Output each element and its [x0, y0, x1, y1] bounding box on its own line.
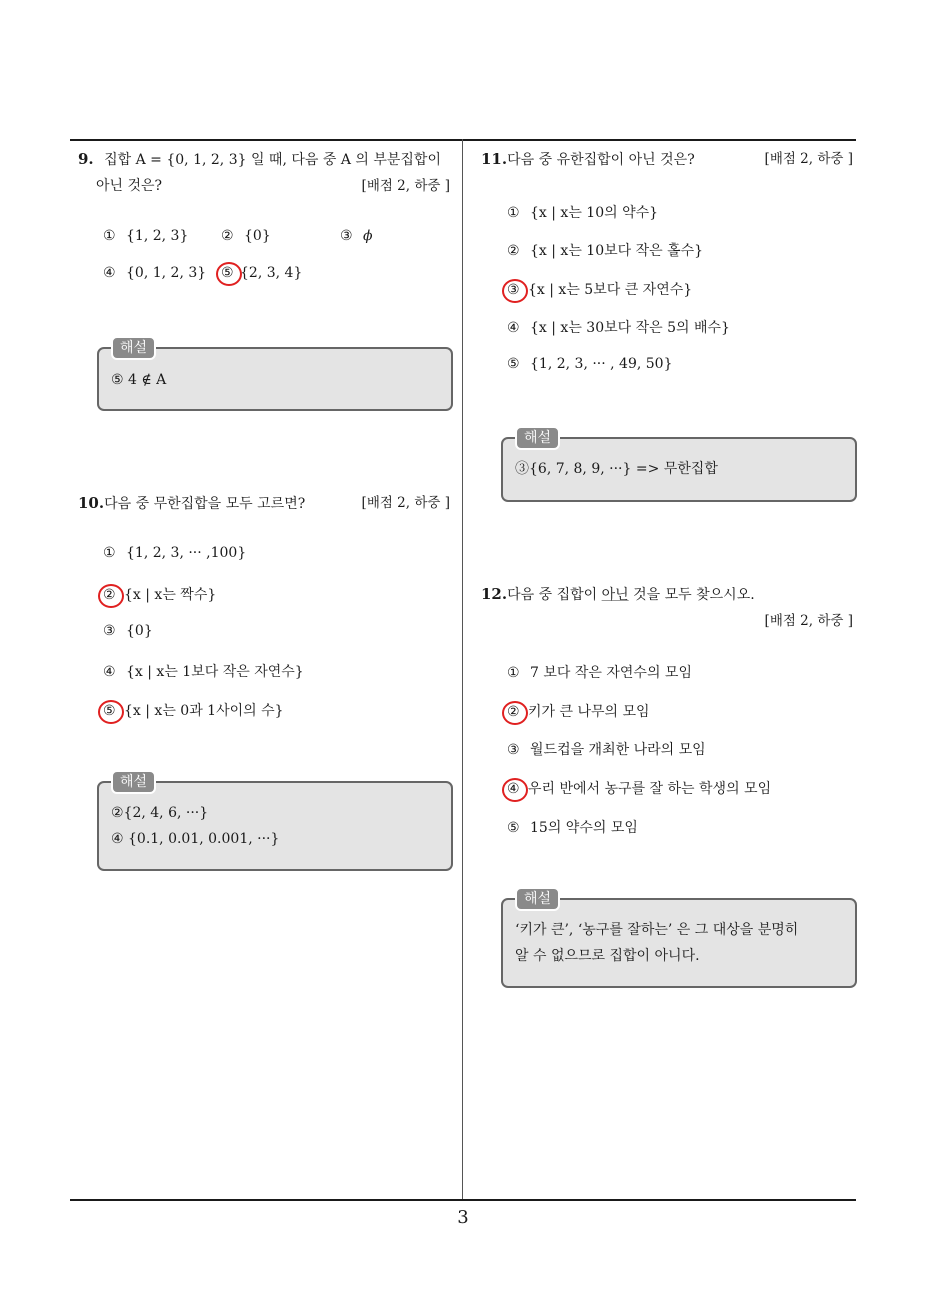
option-text: {2, 3, 4} — [240, 265, 303, 281]
option-mark: ④ — [103, 664, 116, 680]
option-1[interactable] — [507, 662, 692, 682]
solution-line: ‘키가 큰’, ‘농구를 잘하는’ 은 그 대상을 분명히 — [515, 922, 799, 938]
option-mark: ① — [103, 545, 116, 561]
option-2[interactable] — [507, 701, 650, 721]
question-12-line2 — [481, 608, 853, 634]
question-text: 다음 중 집합이 — [507, 587, 602, 603]
option-mark: ① — [507, 205, 520, 221]
option-text: 월드컵을 개최한 나라의 모임 — [530, 742, 706, 758]
question-12-line1 — [481, 581, 853, 608]
option-text: 15의 약수의 모임 — [530, 820, 638, 836]
question-number: 10. — [78, 494, 105, 512]
option-3[interactable] — [103, 623, 153, 639]
option-text: 키가 큰 나무의 모임 — [528, 704, 650, 720]
option-text: {1, 2, 3, ··· , 49, 50} — [530, 356, 673, 372]
answer-circle-mark: ⑤ — [103, 703, 116, 719]
bottom-rule — [70, 1199, 856, 1201]
option-text: {0} — [126, 623, 153, 639]
option-mark: ③ — [507, 742, 520, 758]
option-text: {1, 2, 3} — [126, 228, 189, 244]
solution-line: 알 수 없으므로 집합이 아니다. — [515, 948, 700, 964]
solution-box — [501, 891, 857, 988]
option-4[interactable] — [103, 265, 206, 281]
option-text: {x | x는 5보다 큰 자연수} — [528, 282, 693, 298]
option-text: {0, 1, 2, 3} — [126, 265, 207, 281]
question-11 — [481, 146, 853, 173]
solution-tag: 해설 — [111, 770, 156, 794]
option-text: {1, 2, 3, ··· ,100} — [126, 545, 247, 561]
option-text: {x | x는 30보다 작은 5의 배수} — [530, 320, 730, 336]
question-text: 아닌 것은? — [96, 178, 163, 194]
option-mark: ⑤ — [507, 356, 520, 372]
score-label: [배점 2, 하중 ] — [764, 613, 853, 629]
question-text: 다음 중 무한집합을 모두 고르면? — [104, 496, 306, 512]
answer-circle-mark: ④ — [507, 781, 520, 797]
solution-box — [97, 774, 453, 871]
question-text: 다음 중 유한집합이 아닌 것은? — [507, 152, 695, 168]
question-9-line1 — [78, 146, 450, 173]
solution-box — [501, 430, 857, 502]
option-mark: ③ — [340, 228, 353, 244]
option-3[interactable] — [507, 739, 706, 759]
answer-circle-mark: ② — [103, 587, 116, 603]
solution-tag: 해설 — [515, 426, 560, 450]
option-2[interactable] — [221, 228, 271, 244]
option-3[interactable] — [507, 279, 692, 299]
option-mark: ① — [103, 228, 116, 244]
solution-line: ②{2, 4, 6, ···} — [111, 805, 209, 821]
option-4[interactable] — [507, 317, 730, 337]
question-9-line2 — [78, 173, 450, 199]
option-4[interactable] — [507, 778, 771, 798]
score-label: [배점 2, 하중 ] — [361, 495, 450, 511]
option-text: {x | x는 0과 1사이의 수} — [124, 703, 284, 719]
question-10 — [78, 490, 450, 517]
option-4[interactable] — [103, 661, 304, 681]
option-2[interactable] — [103, 584, 216, 604]
option-1[interactable] — [507, 202, 658, 222]
question-number: 9. — [78, 150, 94, 168]
answer-circle-mark: ③ — [507, 282, 520, 298]
option-text: 7 보다 작은 자연수의 모임 — [530, 665, 692, 681]
score-label: [배점 2, 하중 ] — [361, 178, 450, 194]
option-text: {x | x는 10의 약수} — [530, 205, 659, 221]
question-12 — [481, 581, 853, 634]
option-mark: ④ — [103, 265, 116, 281]
option-text: {x | x는 1보다 작은 자연수} — [126, 664, 304, 680]
column-divider — [462, 139, 463, 1200]
solution-line: ③{6, 7, 8, 9, ···} => 무한집합 — [515, 461, 718, 477]
option-text: 우리 반에서 농구를 잘 하는 학생의 모임 — [528, 781, 772, 797]
question-number: 12. — [481, 585, 508, 603]
option-3[interactable] — [340, 228, 373, 244]
option-mark: ⑤ — [507, 820, 520, 836]
solution-tag: 해설 — [111, 336, 156, 360]
option-text: ϕ — [363, 228, 373, 244]
option-mark: ① — [507, 665, 520, 681]
question-text: 집합 A = {0, 1, 2, 3} 일 때, 다음 중 A 의 부분집합이 — [104, 152, 441, 168]
question-text: 것을 모두 찾으시오. — [628, 587, 755, 603]
solution-tag: 해설 — [515, 887, 560, 911]
question-9 — [78, 146, 450, 199]
option-mark: ④ — [507, 320, 520, 336]
underlined-word: 아닌 — [601, 587, 629, 603]
option-5[interactable] — [507, 817, 638, 837]
option-1[interactable] — [103, 545, 246, 561]
top-rule — [70, 139, 856, 141]
question-10-line — [78, 490, 450, 517]
option-5[interactable] — [103, 700, 284, 720]
solution-box — [97, 340, 453, 411]
option-5[interactable] — [507, 356, 672, 372]
option-mark: ② — [221, 228, 234, 244]
answer-circle-mark: ⑤ — [221, 265, 234, 281]
score-label: [배점 2, 하중 ] — [764, 151, 853, 167]
option-text: {x | x는 10보다 작은 홀수} — [530, 243, 704, 259]
option-2[interactable] — [507, 240, 703, 260]
option-text: {x | x는 짝수} — [124, 587, 217, 603]
question-number: 11. — [481, 150, 508, 168]
question-11-line — [481, 146, 853, 173]
option-mark: ② — [507, 243, 520, 259]
option-mark: ③ — [103, 623, 116, 639]
option-5[interactable] — [221, 265, 302, 281]
solution-line: ⑤ 4 ∉ A — [111, 372, 167, 388]
option-1[interactable] — [103, 228, 188, 244]
page-number: 3 — [457, 1207, 469, 1228]
option-text: {0} — [244, 228, 271, 244]
solution-line: ④ {0.1, 0.01, 0.001, ···} — [111, 831, 280, 847]
answer-circle-mark: ② — [507, 704, 520, 720]
